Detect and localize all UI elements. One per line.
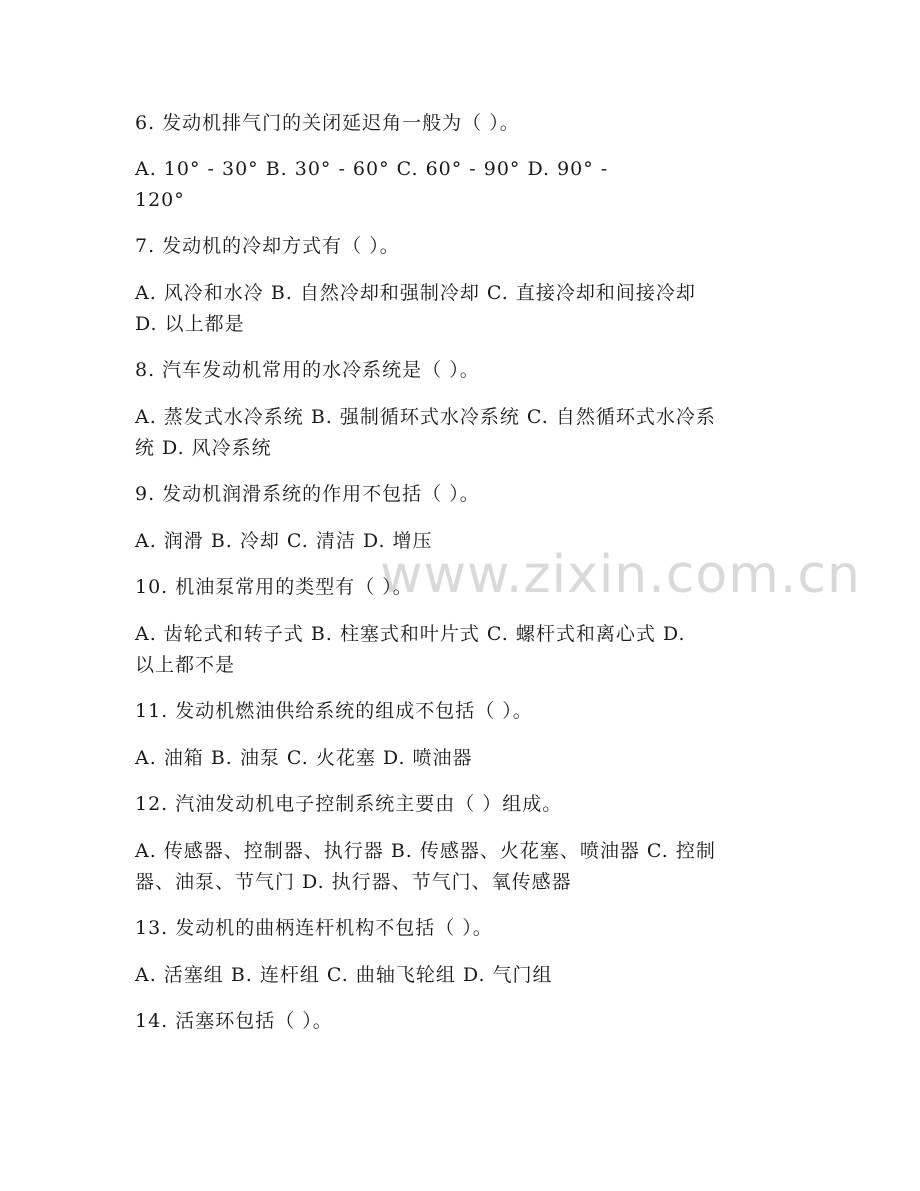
question-8-options-cont: 统 D. 风冷系统 [135,437,272,459]
question-9-text: 9. 发动机润滑系统的作用不包括（ ）。 [135,483,480,505]
question-12-options: A. 传感器、控制器、执行器 B. 传感器、火花塞、喷油器 C. 控制 [135,840,716,862]
question-14-text: 14. 活塞环包括（ ）。 [135,1010,333,1032]
question-12-text: 12. 汽油发动机电子控制系统主要由（ ）组成。 [135,793,563,815]
question-7-options-cont: D. 以上都是 [135,313,245,335]
question-7-text: 7. 发动机的冷却方式有（ ）。 [135,235,400,257]
question-8-options: A. 蒸发式水冷系统 B. 强制循环式水冷系统 C. 自然循环式水冷系 [135,406,716,428]
question-6-options: A. 10° - 30° B. 30° - 60° C. 60° - 90° D. 90° - [135,158,609,180]
question-11-text: 11. 发动机燃油供给系统的组成不包括（ ）。 [135,700,533,722]
question-13-options: A. 活塞组 B. 连杆组 C. 曲轴飞轮组 D. 气门组 [135,964,553,986]
question-13-text: 13. 发动机的曲柄连杆机构不包括（ ）。 [135,917,493,939]
question-12-options-cont: 器、油泵、节气门 D. 执行器、节气门、氧传感器 [135,871,572,893]
question-9-options: A. 润滑 B. 冷却 C. 清洁 D. 增压 [135,530,433,552]
question-10-options: A. 齿轮式和转子式 B. 柱塞式和叶片式 C. 螺杆式和离心式 D. [135,623,686,645]
question-6-options-cont: 120° [135,189,185,211]
question-8-text: 8. 汽车发动机常用的水冷系统是（ ）。 [135,359,480,381]
question-11-options: A. 油箱 B. 油泵 C. 火花塞 D. 喷油器 [135,747,473,769]
question-10-options-cont: 以上都不是 [135,654,236,676]
question-10-text: 10. 机油泵常用的类型有（ ）。 [135,576,413,598]
question-7-options: A. 风冷和水冷 B. 自然冷却和强制冷却 C. 直接冷却和间接冷却 [135,282,696,304]
watermark: www.zixin.com.cn [380,545,861,605]
question-6-text: 6. 发动机排气门的关闭延迟角一般为（ ）。 [135,112,520,134]
